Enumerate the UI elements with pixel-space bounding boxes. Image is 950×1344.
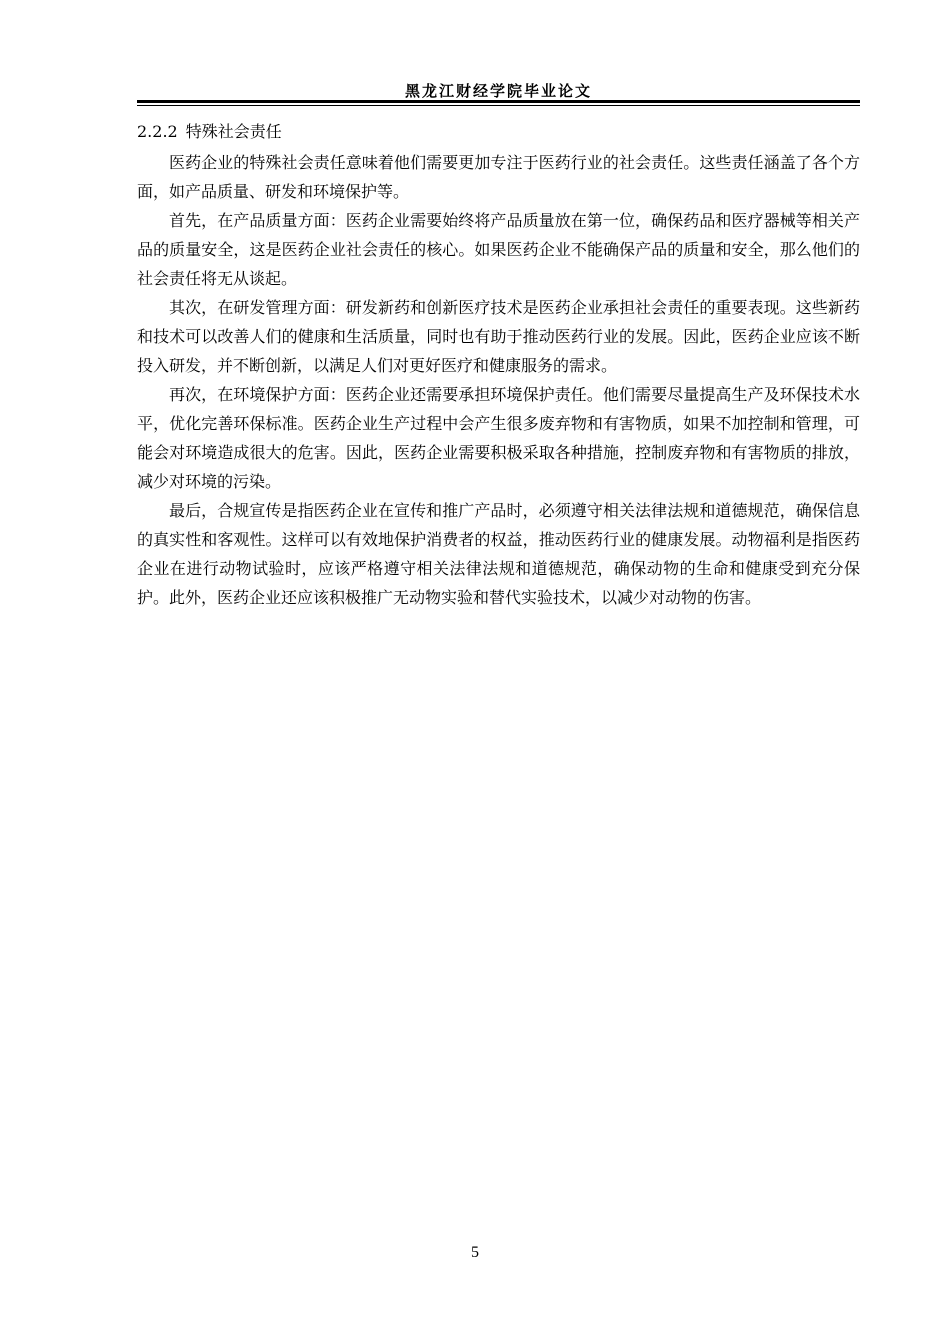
page-number: 5 <box>471 1244 479 1261</box>
paragraph-environment: 再次，在环境保护方面：医药企业还需要承担环境保护责任。他们需要尽量提高生产及环保技术水平，优化完善环保标准。医药企业生产过程中会产生很多废弃物和有害物质，如果不加控制和管理，可能会对环境造成很大的危害。因此，医药企业需要积极采取各种措施，控制废弃物和有害物质的排放，减少对环境的污染。 <box>137 385 860 491</box>
section-number: 2.2.2 <box>137 122 178 141</box>
paragraph-rd-management: 其次，在研发管理方面：研发新药和创新医疗技术是医药企业承担社会责任的重要表现。这些新药和技术可以改善人们的健康和生活质量，同时也有助于推动医药行业的发展。因此，医药企业应该不断投入研发，并不断创新，以满足人们对更好医疗和健康服务的需求。 <box>137 298 860 375</box>
section-heading <box>137 120 860 144</box>
paragraph-product-quality: 首先，在产品质量方面：医药企业需要始终将产品质量放在第一位，确保药品和医疗器械等相关产品的质量安全，这是医药企业社会责任的核心。如果医药企业不能确保产品的质量和安全，那么他们的社会责任将无从谈起。 <box>137 211 860 288</box>
header-rule-thick <box>137 100 860 103</box>
paragraph-compliance-animal-welfare: 最后，合规宣传是指医药企业在宣传和推广产品时，必须遵守相关法律法规和道德规范，确保信息的真实性和客观性。这样可以有效地保护消费者的权益，推动医药行业的健康发展。动物福利是指医药企业在进行动物试验时，应该严格遵守相关法律法规和道德规范，确保动物的生命和健康受到充分保护。此外，医药企业还应该积极推广无动物实验和替代实验技术，以减少对动物的伤害。 <box>137 501 860 607</box>
page-body <box>137 120 860 612</box>
section-title: 特殊社会责任 <box>185 122 282 141</box>
header-rule-thin <box>137 105 860 106</box>
paragraph-intro: 医药企业的特殊社会责任意味着他们需要更加专注于医药行业的社会责任。这些责任涵盖了各个方面，如产品质量、研发和环境保护等。 <box>137 153 860 201</box>
running-header-title: 黑龙江财经学院毕业论文 <box>404 82 592 100</box>
